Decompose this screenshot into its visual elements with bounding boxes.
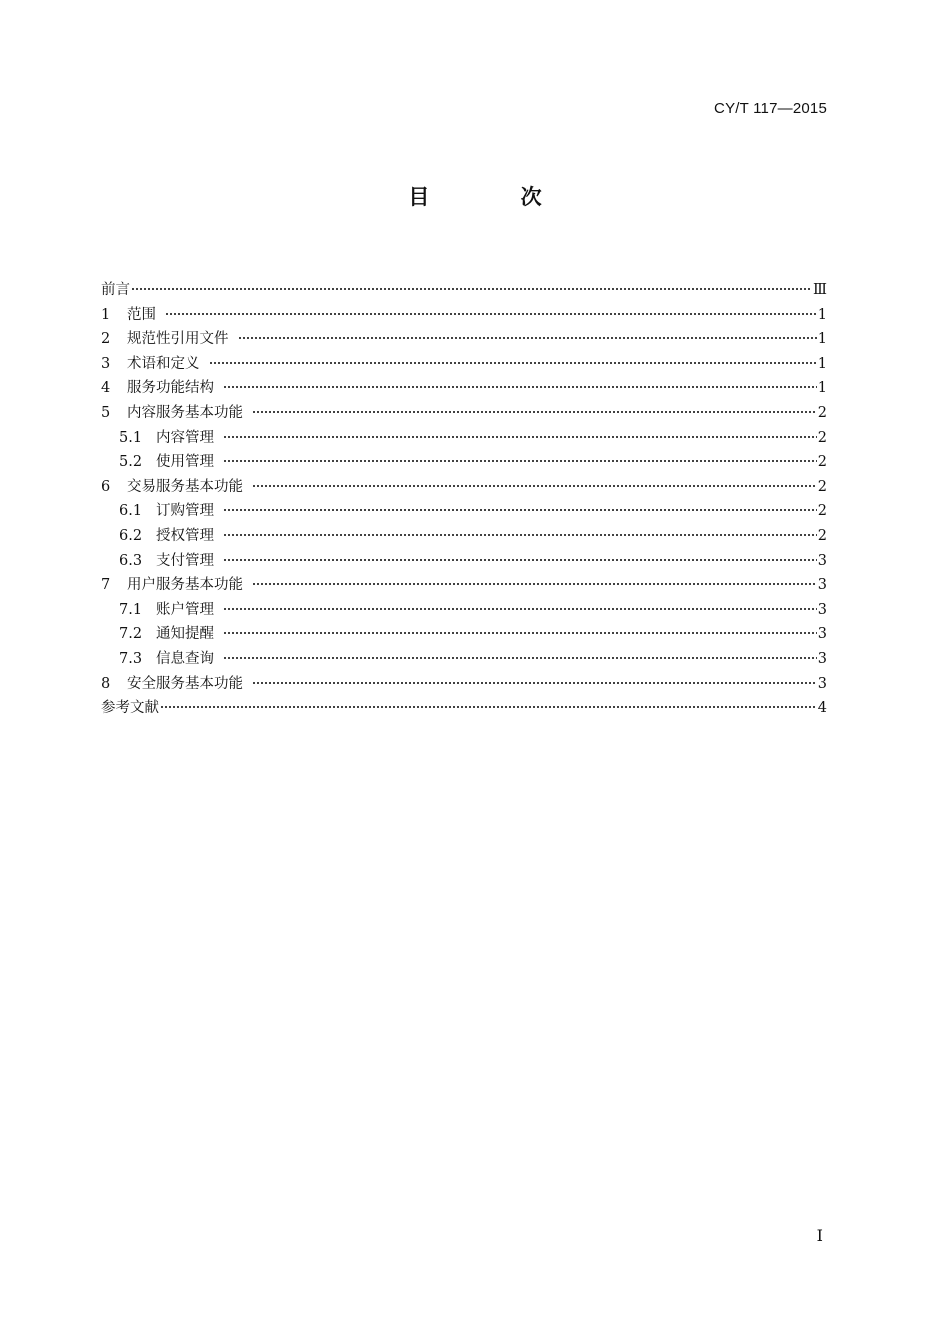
- toc-entry-label: 用户服务基本功能: [127, 577, 243, 594]
- toc-entry-page: 1: [817, 306, 827, 323]
- toc-entry-label: 术语和定义: [127, 355, 200, 372]
- toc-entry-page: 3: [817, 675, 827, 692]
- dot-leader: [223, 436, 817, 438]
- toc-entry-label: 内容管理: [156, 429, 214, 446]
- toc-entry-page: 2: [817, 527, 827, 544]
- toc-entry-page: 2: [817, 454, 827, 471]
- toc-entry-number: 6.1: [119, 503, 143, 520]
- toc-entry[interactable]: [101, 573, 827, 598]
- toc-entry[interactable]: [101, 696, 827, 721]
- toc-entry[interactable]: [101, 426, 827, 451]
- toc-entry-number: 5.2: [119, 454, 143, 471]
- toc-entry-page: 3: [817, 577, 827, 594]
- toc-entry-page: 2: [817, 429, 827, 446]
- document-code: CY/T 117—2015: [714, 100, 827, 117]
- toc-entry-label: 参考文献: [101, 700, 159, 717]
- toc-entry[interactable]: [101, 499, 827, 524]
- toc-entry-number: 5.1: [119, 429, 143, 446]
- toc-entry[interactable]: [101, 647, 827, 672]
- toc-entry-page: 2: [817, 478, 827, 495]
- toc-entry-page: 3: [817, 552, 827, 569]
- toc-entry-page: 2: [817, 404, 827, 421]
- toc-entry-number: 8: [101, 675, 111, 692]
- dot-leader: [223, 386, 817, 388]
- dot-leader: [223, 534, 817, 536]
- dot-leader: [131, 288, 812, 290]
- toc-entry-page: 1: [817, 380, 827, 397]
- toc-entry-number: 6: [101, 478, 111, 495]
- toc-entry[interactable]: [101, 401, 827, 426]
- toc-entry[interactable]: [101, 598, 827, 623]
- toc-entry-label: 订购管理: [156, 503, 214, 520]
- toc-entry[interactable]: [101, 475, 827, 500]
- toc-entry[interactable]: [101, 303, 827, 328]
- toc-entry-page: 2: [817, 503, 827, 520]
- toc-entry-page: 3: [817, 650, 827, 667]
- table-of-contents: [101, 278, 827, 721]
- toc-entry[interactable]: [101, 524, 827, 549]
- toc-entry[interactable]: [101, 549, 827, 574]
- dot-leader: [209, 362, 817, 364]
- toc-entry-label: 安全服务基本功能: [127, 675, 243, 692]
- toc-entry-number: 3: [101, 355, 111, 372]
- toc-entry[interactable]: [101, 672, 827, 697]
- toc-entry-label: 账户管理: [156, 601, 214, 618]
- page-number: Ⅰ: [816, 1226, 823, 1245]
- toc-entry-label: 授权管理: [156, 527, 214, 544]
- toc-entry-label: 前言: [101, 282, 130, 298]
- toc-entry-number: 7.2: [119, 626, 143, 643]
- toc-entry[interactable]: [101, 278, 827, 303]
- dot-leader: [165, 313, 817, 315]
- toc-entry-label: 范围: [127, 306, 156, 323]
- toc-entry-number: 6.2: [119, 527, 143, 544]
- toc-entry-number: 1: [101, 306, 111, 323]
- toc-entry[interactable]: [101, 376, 827, 401]
- toc-entry[interactable]: [101, 352, 827, 377]
- dot-leader: [223, 509, 817, 511]
- dot-leader: [252, 485, 817, 487]
- dot-leader: [223, 559, 817, 561]
- toc-entry[interactable]: [101, 622, 827, 647]
- toc-entry-label: 信息查询: [156, 650, 214, 667]
- toc-entry-label: 服务功能结构: [127, 380, 214, 397]
- toc-entry-label: 内容服务基本功能: [127, 404, 243, 421]
- toc-entry-number: 7.1: [119, 601, 143, 618]
- dot-leader: [252, 583, 817, 585]
- toc-entry-label: 交易服务基本功能: [127, 478, 243, 495]
- toc-entry-page: 1: [817, 331, 827, 348]
- dot-leader: [223, 460, 817, 462]
- toc-entry-page: Ⅲ: [813, 282, 827, 298]
- dot-leader: [223, 608, 817, 610]
- toc-entry-page: 3: [817, 626, 827, 643]
- toc-entry-page: 3: [817, 601, 827, 618]
- toc-entry-number: 6.3: [119, 552, 143, 569]
- toc-entry-label: 规范性引用文件: [127, 331, 229, 348]
- toc-entry[interactable]: [101, 450, 827, 475]
- page-title: 目 次: [408, 185, 584, 209]
- toc-entry-label: 通知提醒: [156, 626, 214, 643]
- dot-leader: [223, 632, 817, 634]
- toc-entry-page: 4: [817, 700, 827, 717]
- toc-entry-number: 7.3: [119, 650, 143, 667]
- dot-leader: [252, 411, 817, 413]
- dot-leader: [252, 682, 817, 684]
- dot-leader: [223, 657, 817, 659]
- toc-entry-page: 1: [817, 355, 827, 372]
- toc-entry-number: 2: [101, 331, 111, 348]
- toc-entry-number: 4: [101, 380, 111, 397]
- toc-entry-label: 支付管理: [156, 552, 214, 569]
- toc-entry-number: 7: [101, 577, 111, 594]
- dot-leader: [160, 706, 817, 708]
- toc-entry-label: 使用管理: [156, 454, 214, 471]
- dot-leader: [238, 337, 817, 339]
- toc-entry-number: 5: [101, 404, 111, 421]
- toc-entry[interactable]: [101, 327, 827, 352]
